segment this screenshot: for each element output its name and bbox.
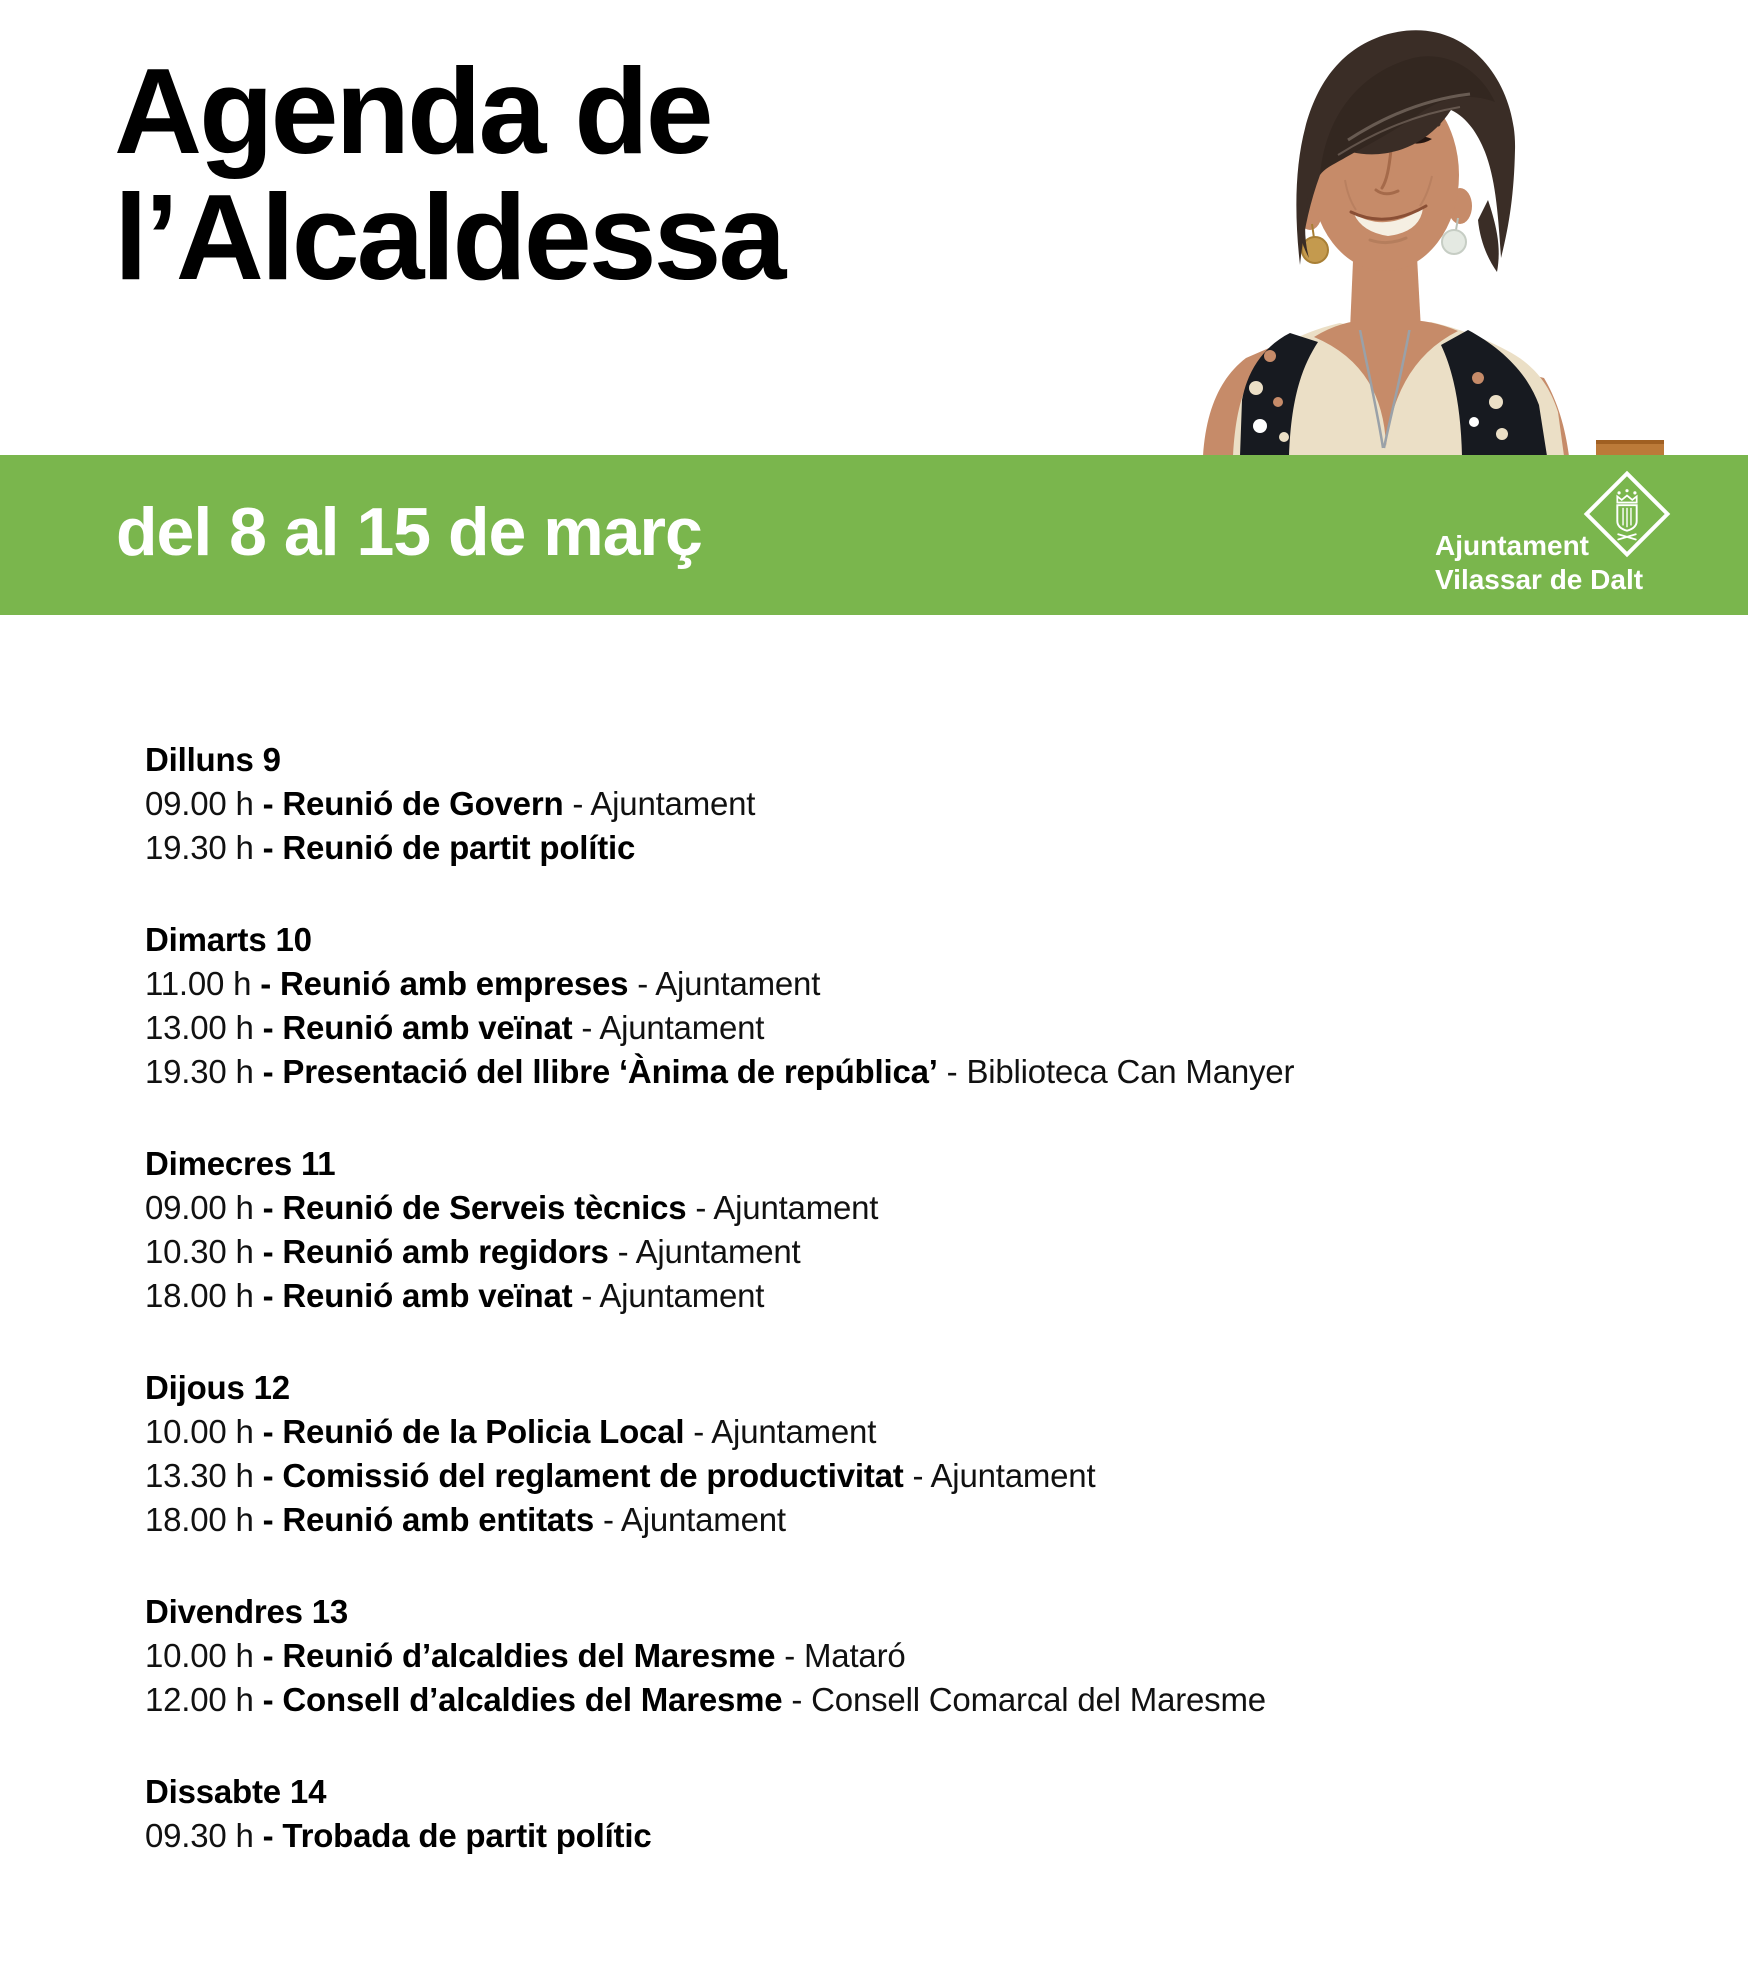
town-hall-name-line-2: Vilassar de Dalt bbox=[1435, 564, 1644, 595]
title-line-2: l’Alcaldessa bbox=[114, 169, 784, 305]
event-time: 18.00 h bbox=[145, 1501, 263, 1538]
day-heading: Dimarts 10 bbox=[145, 921, 312, 958]
event-location: - Ajuntament bbox=[572, 1009, 765, 1046]
event-line bbox=[145, 826, 1645, 870]
event-line bbox=[145, 1498, 1645, 1542]
event-time: 09.30 h bbox=[145, 1817, 263, 1854]
event-location: - Mataró bbox=[775, 1637, 906, 1674]
event-location: - Ajuntament bbox=[608, 1233, 801, 1270]
agenda-day bbox=[145, 738, 1645, 870]
event-line bbox=[145, 1814, 1645, 1858]
mayor-photo bbox=[1148, 0, 1748, 456]
event-time: 19.30 h bbox=[145, 1053, 263, 1090]
agenda-day bbox=[145, 918, 1645, 1094]
town-hall-name-line-1: Ajuntament bbox=[1435, 530, 1589, 561]
agenda-day bbox=[145, 1770, 1645, 1858]
event-title: - Reunió de partit polític bbox=[262, 829, 636, 866]
event-title: - Reunió amb veïnat bbox=[262, 1009, 573, 1046]
title-line-1: Agenda de bbox=[114, 43, 711, 179]
date-banner bbox=[0, 455, 1748, 615]
mayor-portrait bbox=[1148, 0, 1748, 456]
event-title: - Reunió de la Policia Local bbox=[262, 1413, 685, 1450]
event-line bbox=[145, 782, 1645, 826]
event-time: 12.00 h bbox=[145, 1681, 263, 1718]
event-title: - Reunió amb empreses bbox=[260, 965, 629, 1002]
event-title: - Reunió amb entitats bbox=[262, 1501, 594, 1538]
event-line bbox=[145, 1274, 1645, 1318]
event-time: 10.30 h bbox=[145, 1233, 263, 1270]
event-time: 13.30 h bbox=[145, 1457, 263, 1494]
event-line bbox=[145, 1678, 1645, 1722]
event-line bbox=[145, 1634, 1645, 1678]
event-title: - Reunió amb veïnat bbox=[262, 1277, 573, 1314]
event-title: - Trobada de partit polític bbox=[262, 1817, 652, 1854]
agenda-list bbox=[145, 738, 1645, 1906]
event-line bbox=[145, 962, 1645, 1006]
day-heading: Dijous 12 bbox=[145, 1369, 290, 1406]
agenda-day bbox=[145, 1142, 1645, 1318]
event-location: - Ajuntament bbox=[572, 1277, 765, 1314]
event-location: - Ajuntament bbox=[903, 1457, 1096, 1494]
event-line bbox=[145, 1410, 1645, 1454]
event-title: - Reunió d’alcaldies del Maresme bbox=[262, 1637, 776, 1674]
event-time: 09.00 h bbox=[145, 785, 263, 822]
event-title: - Consell d’alcaldies del Maresme bbox=[262, 1681, 783, 1718]
event-line bbox=[145, 1050, 1645, 1094]
event-title: - Reunió amb regidors bbox=[262, 1233, 609, 1270]
agenda-day bbox=[145, 1590, 1645, 1722]
event-time: 11.00 h bbox=[145, 965, 261, 1002]
event-location: - Consell Comarcal del Maresme bbox=[782, 1681, 1266, 1718]
day-heading: Dilluns 9 bbox=[145, 741, 281, 778]
day-heading: Divendres 13 bbox=[145, 1593, 349, 1630]
event-time: 10.00 h bbox=[145, 1413, 263, 1450]
event-time: 18.00 h bbox=[145, 1277, 263, 1314]
event-title: - Reunió de Serveis tècnics bbox=[262, 1189, 687, 1226]
event-line bbox=[145, 1006, 1645, 1050]
event-time: 10.00 h bbox=[145, 1637, 263, 1674]
event-line bbox=[145, 1454, 1645, 1498]
town-hall-logo bbox=[1408, 467, 1668, 607]
event-location: - Ajuntament bbox=[686, 1189, 879, 1226]
event-title: - Reunió de Govern bbox=[262, 785, 564, 822]
event-title: - Comissió del reglament de productivitat bbox=[262, 1457, 904, 1494]
event-line bbox=[145, 1186, 1645, 1230]
town-hall-name bbox=[1435, 529, 1643, 597]
agenda-day bbox=[145, 1366, 1645, 1542]
event-time: 09.00 h bbox=[145, 1189, 263, 1226]
event-title: - Presentació del llibre ‘Ànima de república’ bbox=[262, 1053, 938, 1090]
event-line bbox=[145, 1230, 1645, 1274]
event-time: 13.00 h bbox=[145, 1009, 263, 1046]
event-location: - Ajuntament bbox=[628, 965, 821, 1002]
day-heading: Dimecres 11 bbox=[145, 1145, 336, 1182]
event-location: - Ajuntament bbox=[594, 1501, 786, 1538]
day-heading: Dissabte 14 bbox=[145, 1773, 327, 1810]
date-range: del 8 al 15 de març bbox=[116, 493, 702, 570]
event-time: 19.30 h bbox=[145, 829, 263, 866]
page-title bbox=[114, 43, 784, 305]
event-location: - Ajuntament bbox=[563, 785, 756, 822]
event-location: - Biblioteca Can Manyer bbox=[937, 1053, 1295, 1090]
event-location: - Ajuntament bbox=[684, 1413, 877, 1450]
